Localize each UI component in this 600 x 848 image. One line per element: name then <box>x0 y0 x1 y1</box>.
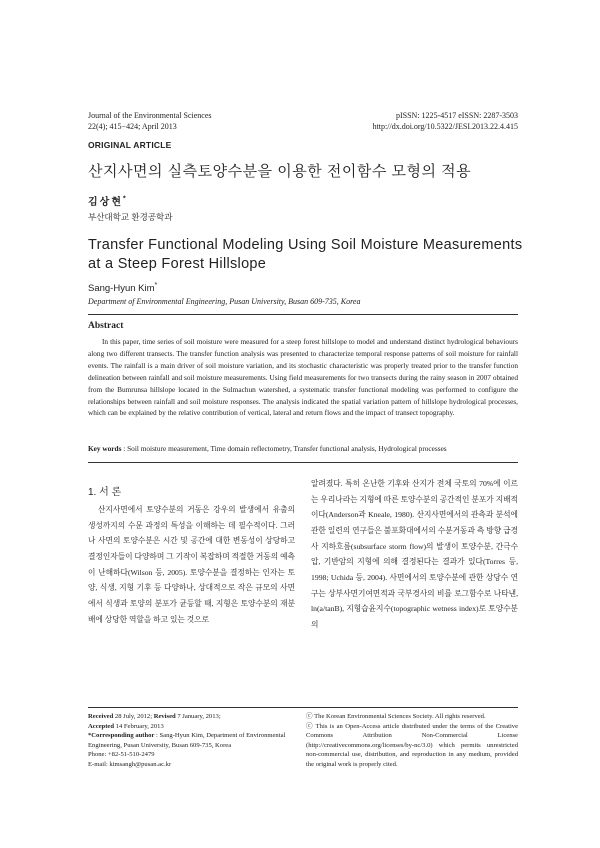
copyright-notice: ⓒ The Korean Environmental Sciences Society. All rights reserved. <box>306 713 486 720</box>
korean-title: 산지사면의 실측토양수분을 이용한 전이함수 모형의 적용 <box>88 163 472 180</box>
keywords <box>88 444 518 453</box>
accepted-line: Accepted 14 February, 2013 <box>88 722 164 730</box>
english-title: Transfer Functional Modeling Using Soil Moisture Measurements at a Steep Forest Hillslope <box>88 237 523 272</box>
section-heading-intro: 1. 서 론 <box>88 487 122 498</box>
footnote-right <box>306 712 518 770</box>
english-affiliation: Department of Environmental Engineering, Pusan University, Busan 609-735, Korea <box>88 297 361 306</box>
abstract-heading: Abstract <box>88 321 124 331</box>
corresponding-mark: * <box>154 282 158 289</box>
divider-keywords <box>88 462 518 463</box>
korean-affiliation: 부산대학교 환경공학과 <box>88 212 173 222</box>
email-link[interactable]: E-mail: kimsangh@pusan.ac.kr <box>88 760 172 768</box>
issn: pISSN: 1225-4517 eISSN: 2287-3503 <box>395 111 518 120</box>
divider-footnote <box>88 707 518 708</box>
license-notice: ⓒ This is an Open-Access article distributed under the terms of the Creative Commons Attribution Non-Commercial License (http://creativecommons.org/licenses/by-nc/3.0) which permits unrestricted non-commercial use, distribution, and reproduction in any medium, provided the original work is properly cited. <box>306 722 518 768</box>
english-author <box>88 282 157 294</box>
korean-author <box>88 193 126 208</box>
english-author-name: Sang-Hyun Kim <box>88 283 155 295</box>
korean-author-name: 김상현 <box>88 197 123 208</box>
doi-link[interactable]: http://dx.doi.org/10.5322/JESI.2013.22.4.415 <box>372 121 518 131</box>
body-column-right: 알려졌다. 특히 온난한 기후와 산지가 전체 국토의 70%에 이르는 우리나라는 지형에 따른 토양수분의 공간적인 분포가 지배적이다(Anderson과 Kneale, 1980). 산지사면에서의 관측과 분석에 관한 일련의 연구들은 불포화대에서의 수분거동과 측 방향 급경사 지하흐름(subsurface storm flow)의 발생이 토양수분, 간극수압, 기반암의 지형에 의해 결정된다는 결과가 있다(Torres 등, 1998; Uchida 등, 2004). 사면에서의 토양수분에 관한 상당수 연구는 상부사면기여면적과 국부경사의 비를 로그함수로 나타낸, ln(a/tanB), 지형습윤지수(topographic wetness index)로 토양수분의 <box>311 479 518 629</box>
footnote-left <box>88 712 295 770</box>
volume-info: 22(4); 415−424; April 2013 <box>88 121 177 131</box>
received-line: Received 28 July, 2012; Revised 7 January, 2013; <box>88 713 221 720</box>
article-type: ORIGINAL ARTICLE <box>88 140 172 150</box>
body-column-left: 산지사면에서 토양수분의 거동은 강우의 발생에서 유출의 생성까지의 수문 과정의 특성을 이해하는 데 필수적이다. 그러나 사면의 토양수분은 시간 및 공간에 대한 변동성이 상당하고 결정인자들이 다양하며 그 기작이 복잡하며 적절한 거동의 예측이 난해하다(Wilson 등, 2005). 토양수분을 결정하는 인자는 토양, 식생, 지형 기후 등 다양하나, 상대적으로 작은 규모의 사면에서 식생과 토양의 분포가 균등할 때, 지형은 토양수분의 재분배에 상당한 역할을 하고 있는 것으로 <box>88 505 295 624</box>
divider-top <box>88 314 518 315</box>
journal-name: Journal of the Environmental Sciences <box>88 111 212 120</box>
corresponding-author: *Corresponding author : Sang-Hyun Kim, Department of Environmental Engineering, Pusan University, Busan 609-735, Korea <box>88 732 286 749</box>
corresponding-mark: * <box>122 195 126 203</box>
abstract-body: In this paper, time series of soil moisture were measured for a steep forest hillslope to model and understand distinct hydrological behaviours along two different transects. The transfer function analysis was presented to characterize temporal response patterns of soil moisture for rainfall events. The rainfall is a main driver of soil moisture variation, and its stochastic characteristic was properly treated prior to the transfer function delineation between rainfall and soil moisture measurements. Using field measurements for two transects during the rainy season in 2007 obtained from the Bumrunsa hillslope located in the Sulmachun watershed, a systematic transfer functional modeling was performed to configure the relationships between rainfall and soil moisture responses. The analysis indicated the spatial variation pattern of hillslope hydrological processes, which can be explained by the relative contribution of vertical, lateral and return flows and the impact of transect topography. <box>88 337 518 418</box>
keywords-label: Key words <box>88 444 122 453</box>
phone: Phone: +82-51-510-2479 <box>88 751 155 759</box>
keywords-text: : Soil moisture measurement, Time domain reflectometry, Transfer functional analysis, Hydrological processes <box>121 444 447 453</box>
